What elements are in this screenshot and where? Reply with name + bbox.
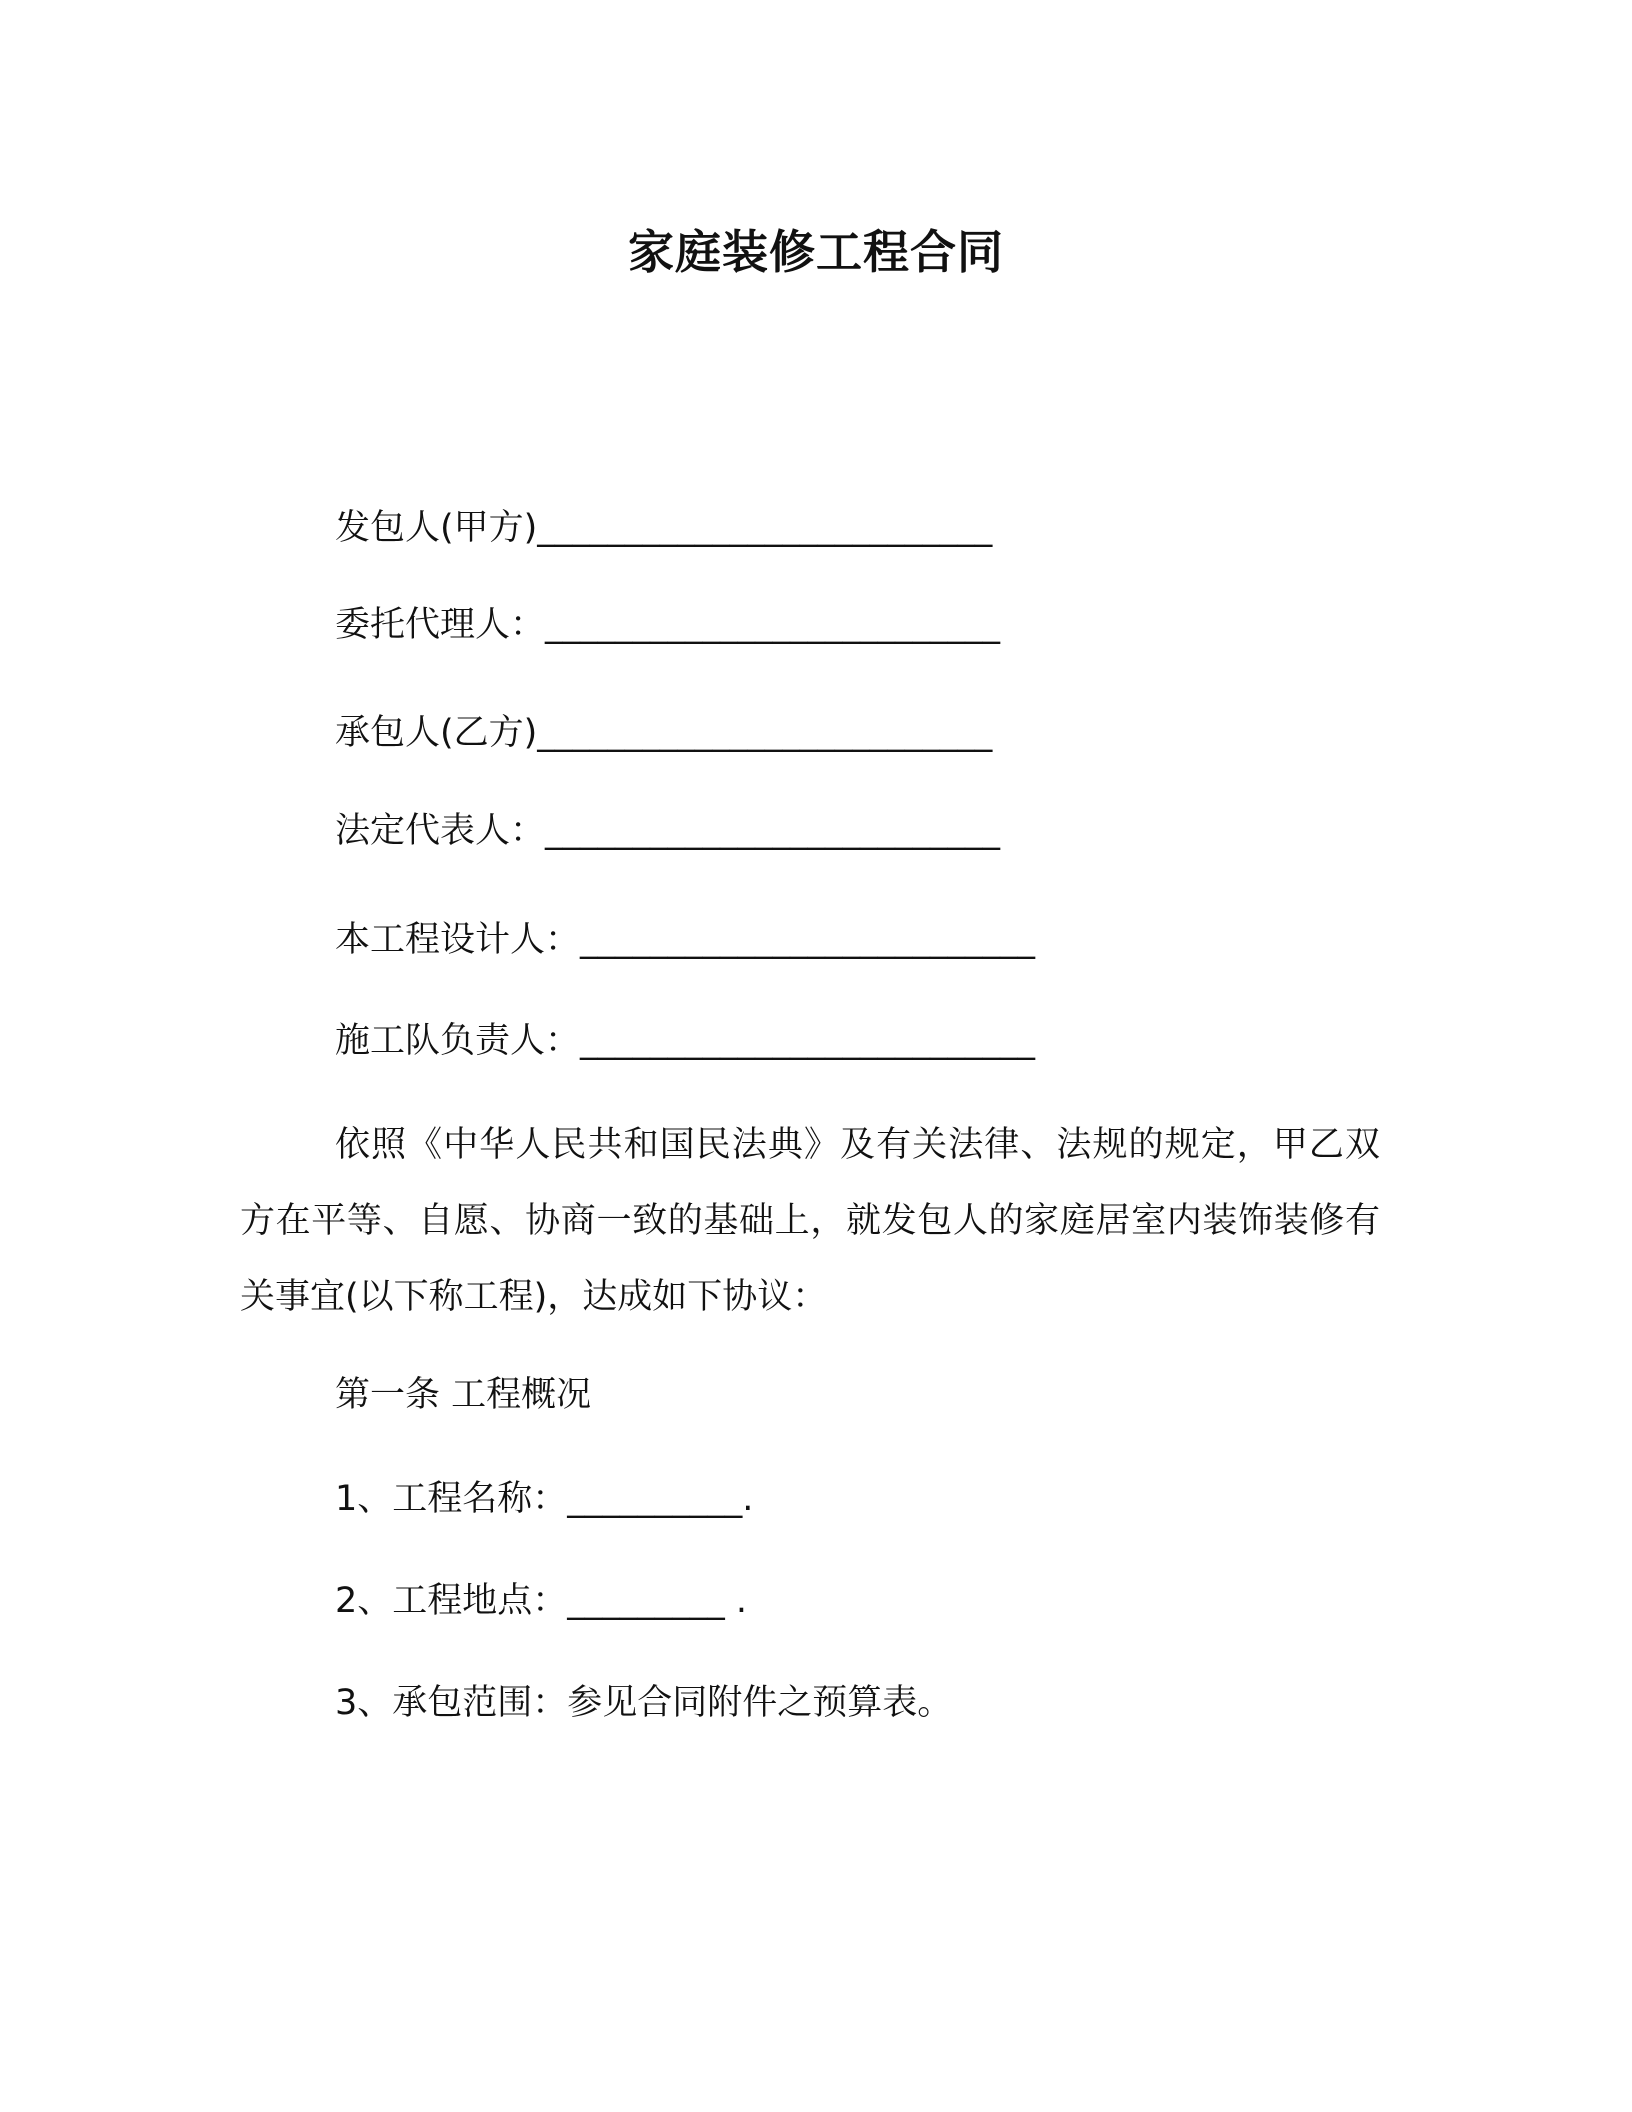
document-title: 家庭装修工程合同 bbox=[628, 225, 1004, 279]
party-client: 发包人(甲方)__________________________ bbox=[335, 508, 993, 548]
article-heading: 第一条 工程概况 bbox=[335, 1375, 592, 1415]
article-item-project-location: 2、工程地点：_________ . bbox=[335, 1581, 748, 1621]
party-designer: 本工程设计人：__________________________ bbox=[335, 920, 1036, 960]
party-contractor: 承包人(乙方)__________________________ bbox=[335, 713, 993, 753]
article-item-project-name: 1、工程名称：__________. bbox=[335, 1479, 754, 1519]
article-item-scope: 3、承包范围：参见合同附件之预算表。 bbox=[335, 1683, 953, 1723]
party-construction-lead: 施工队负责人：__________________________ bbox=[335, 1021, 1036, 1061]
intro-paragraph: 依照《中华人民共和国民法典》及有关法律、法规的规定，甲乙双方在平等、自愿、协商一致的基础上，就发包人的家庭居室内装饰装修有关事宜(以下称工程)，达成如下协议： bbox=[240, 1125, 1380, 1317]
party-agent: 委托代理人：__________________________ bbox=[335, 605, 1001, 645]
party-legal-representative: 法定代表人：__________________________ bbox=[335, 811, 1001, 851]
